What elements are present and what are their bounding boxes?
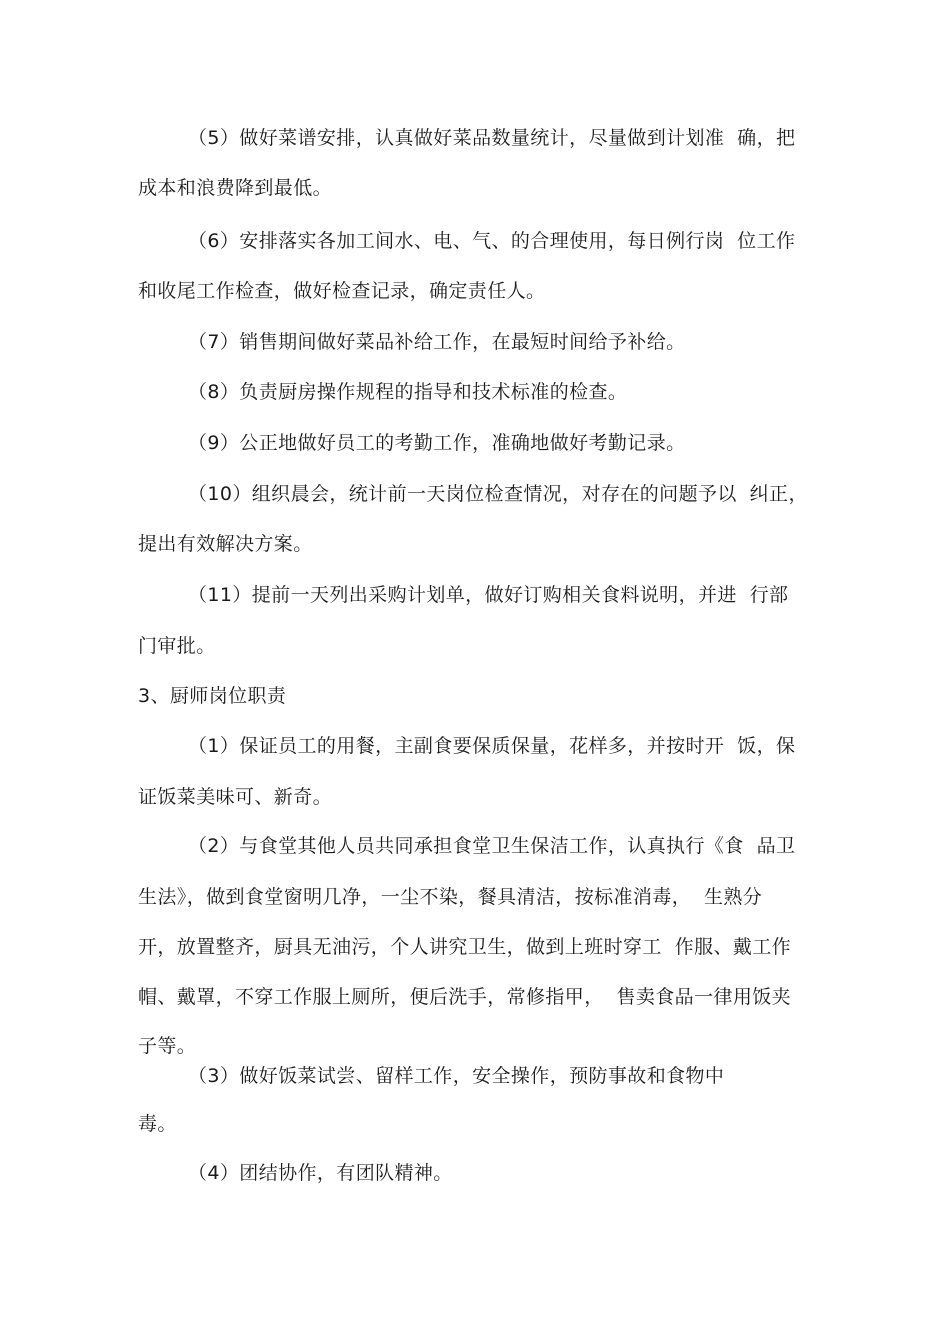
- text-line: （6）安排落实各加工间水、电、气、的合理使用，每日例行岗 位工作: [188, 230, 796, 252]
- section-heading: 3、厨师岗位职责: [138, 685, 287, 707]
- text-line: （3）做好饭菜试尝、留样工作，安全操作，预防事故和食物中: [188, 1065, 725, 1087]
- text-line: （10）组织晨会，统计前一天岗位检查情况，对存在的问题予以 纠正，: [188, 483, 808, 505]
- text-line: （4）团结协作，有团队精神。: [188, 1162, 453, 1184]
- text-line: 成本和浪费降到最低。: [138, 177, 333, 199]
- text-line: （2）与食堂其他人员共同承担食堂卫生保洁工作，认真执行《食 品卫: [188, 835, 796, 857]
- text-line: 帽、戴罩，不穿工作服上厕所，便后洗手，常修指甲， 售卖食品一律用饭夹: [138, 986, 792, 1008]
- text-line: 开，放置整齐，厨具无油污，个人讲究卫生，做到上班时穿工 作服、戴工作: [138, 936, 792, 958]
- text-line: （5）做好菜谱安排，认真做好菜品数量统计，尽量做到计划准 确，把: [188, 127, 796, 149]
- text-line: （11）提前一天列出采购计划单，做好订购相关食料说明，并进 行部: [188, 584, 789, 606]
- text-line: 和收尾工作检查，做好检查记录，确定责任人。: [138, 280, 546, 302]
- text-line: 子等。: [138, 1035, 197, 1057]
- text-line: 门审批。: [138, 635, 216, 657]
- text-line: 证饭菜美味可、新奇。: [138, 786, 333, 808]
- text-line: 生法》，做到食堂窗明几净，一尘不染，餐具清洁，按标准消毒， 生熟分: [138, 886, 763, 908]
- text-line: （9）公正地做好员工的考勤工作，准确地做好考勤记录。: [188, 432, 686, 454]
- text-line: （7）销售期间做好菜品补给工作，在最短时间给予补给。: [188, 331, 686, 353]
- text-line: 毒。: [138, 1113, 177, 1135]
- text-line: 提出有效解决方案。: [138, 533, 313, 555]
- text-line: （8）负责厨房操作规程的指导和技术标准的检查。: [188, 381, 628, 403]
- text-line: （1）保证员工的用餐，主副食要保质保量，花样多，并按时开 饭，保: [188, 735, 796, 757]
